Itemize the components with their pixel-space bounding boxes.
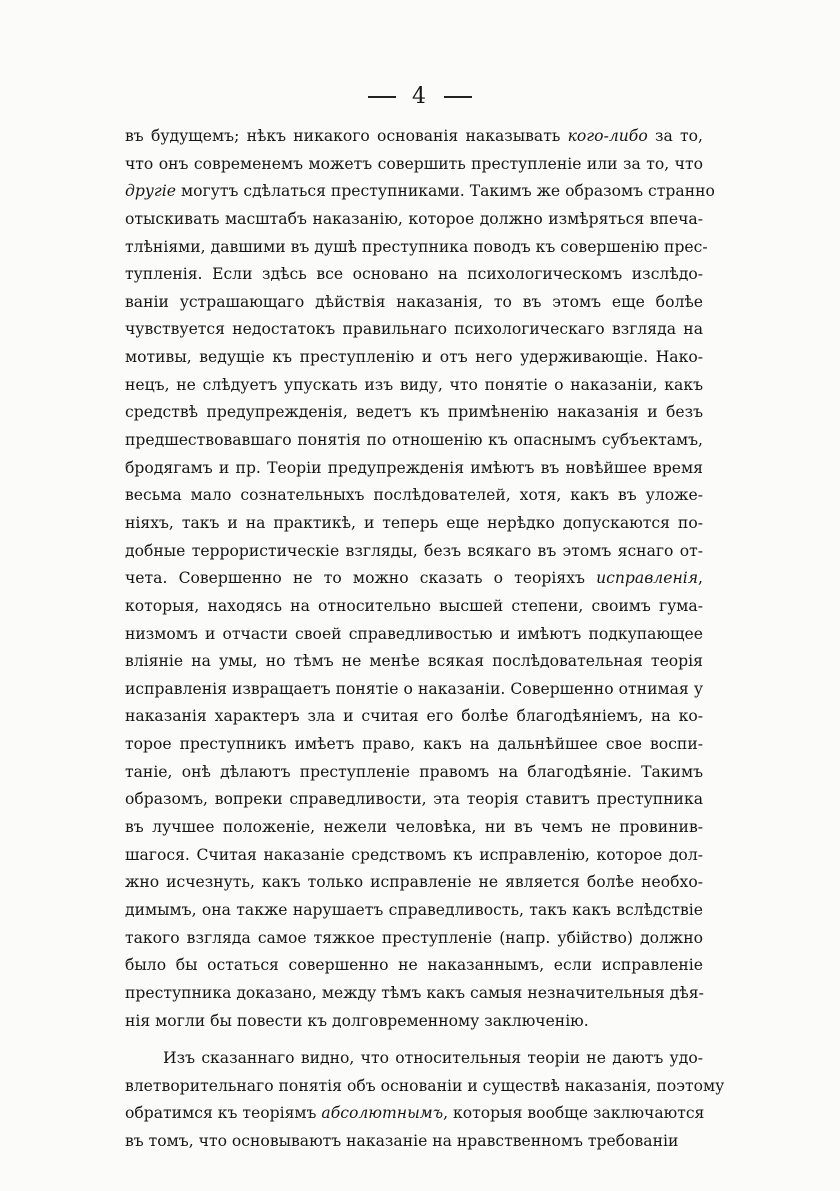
text-line bbox=[125, 123, 703, 151]
text-line bbox=[125, 703, 703, 731]
text-run: образомъ, вопреки справедливости, эта теорія ставитъ преступника bbox=[125, 790, 703, 809]
text-run: бродягамъ и пр. Теоріи предупрежденія имѣютъ въ новѣйшее время bbox=[125, 458, 703, 477]
text-run: что онъ современемъ можетъ совершить преступленіе или за то, что bbox=[125, 154, 703, 173]
text-run: влетворительнаго понятія объ основаніи и существѣ наказанія, поэтому bbox=[125, 1076, 725, 1095]
text-line bbox=[125, 1008, 703, 1036]
text-line bbox=[125, 593, 703, 621]
text-line bbox=[125, 676, 703, 704]
text-run: тлѣніями, давшими въ душѣ преступника поводъ къ совершенію прес- bbox=[125, 237, 708, 256]
text-line bbox=[125, 455, 703, 483]
text-line bbox=[125, 1073, 725, 1101]
text-line bbox=[125, 234, 708, 262]
text-run: за то, bbox=[647, 127, 703, 145]
text-line bbox=[125, 759, 703, 787]
text-line bbox=[125, 1045, 703, 1073]
paragraph-2 bbox=[125, 1045, 725, 1156]
paragraph-1 bbox=[125, 123, 715, 1035]
text-run: мотивы, ведущіе къ преступленію и отъ него удерживающіе. Нако- bbox=[125, 348, 703, 367]
text-line bbox=[125, 621, 703, 649]
text-line bbox=[125, 510, 703, 538]
text-run: жно исчезнуть, какъ только исправленіе не является болѣе необхо- bbox=[125, 873, 703, 892]
text-run: было бы остаться совершенно не наказаннымъ, если исправленіе bbox=[125, 956, 703, 975]
text-line bbox=[125, 261, 703, 289]
text-run: таніе, онѣ дѣлаютъ преступленіе правомъ на благодѣяніе. Такимъ bbox=[125, 762, 703, 781]
text-run: нецъ, не слѣдуетъ упускать изъ виду, что понятіе о наказаніи, какъ bbox=[125, 375, 703, 394]
text-run: Изъ сказаннаго видно, что относительныя теоріи не даютъ удо- bbox=[163, 1049, 703, 1068]
text-run: ваніи устрашающаго дѣйствія наказанія, то въ этомъ еще болѣе bbox=[125, 292, 703, 311]
text-run: такого взгляда самое тяжкое преступленіе (напр. убійство) должно bbox=[125, 928, 703, 947]
text-run: низмомъ и отчасти своей справедливостью и имѣютъ подкупающее bbox=[125, 624, 703, 643]
text-run: предшествовавшаго понятія по отношенію къ опаснымъ субъектамъ, bbox=[125, 431, 703, 450]
text-run: шагося. Считая наказаніе средствомъ къ исправленію, которое дол- bbox=[125, 845, 703, 864]
text-run: , bbox=[698, 569, 703, 588]
text-line bbox=[125, 814, 703, 842]
text-body bbox=[125, 123, 725, 1156]
emphasis-text: исправленія bbox=[596, 569, 699, 588]
text-line bbox=[125, 372, 703, 400]
text-line bbox=[125, 925, 703, 953]
text-run: наказанія характеръ зла и считая его болѣе благодѣяніемъ, на ко- bbox=[125, 707, 703, 726]
text-run: въ томъ, что основываютъ наказаніе на нравственномъ требованіи bbox=[125, 1132, 679, 1151]
text-run: которыя, находясь на относительно высшей степени, своимъ гума- bbox=[125, 596, 703, 615]
text-run: чета. Совершенно не то можно сказать о теоріяхъ bbox=[125, 569, 597, 588]
text-line bbox=[125, 842, 703, 870]
text-run: димымъ, она также нарушаетъ справедливость, такъ какъ вслѣдствіе bbox=[125, 900, 703, 919]
text-line bbox=[125, 178, 715, 206]
text-run: въ будущемъ; нѣкъ никакого основанія наказывать bbox=[125, 127, 568, 145]
text-run: тупленія. Если здѣсь все основано на психологическомъ изслѣдо- bbox=[125, 265, 703, 284]
text-line bbox=[125, 316, 703, 344]
page-number: 4 bbox=[412, 84, 428, 109]
text-run: обратимся къ теоріямъ bbox=[125, 1104, 322, 1123]
text-line bbox=[125, 151, 703, 179]
text-line bbox=[125, 538, 703, 566]
paragraph-gap bbox=[125, 1035, 703, 1045]
text-run: нія могли бы повести къ долговременному заключенію. bbox=[125, 1011, 589, 1030]
text-run: вліяніе на умы, но тѣмъ не менѣе всякая послѣдовательная теорія bbox=[125, 652, 703, 671]
text-run: преступника доказано, между тѣмъ какъ самыя незначительныя дѣя- bbox=[125, 983, 704, 1002]
text-run: , которыя вообще заключаются bbox=[443, 1104, 705, 1123]
text-line bbox=[125, 399, 703, 427]
text-run: отыскивать масштабъ наказанію, которое должно измѣряться впеча- bbox=[125, 209, 703, 228]
text-line bbox=[125, 1128, 703, 1156]
text-line bbox=[125, 1100, 703, 1128]
text-line bbox=[125, 482, 703, 510]
text-line bbox=[125, 731, 703, 759]
text-run: ніяхъ, такъ и на практикѣ, и теперь еще нерѣдко допускаются по- bbox=[125, 513, 703, 532]
text-line bbox=[125, 952, 703, 980]
text-run: въ лучшее положеніе, нежели человѣка, ни въ чемъ не провинив- bbox=[125, 818, 703, 837]
page-header bbox=[0, 84, 840, 109]
text-line bbox=[125, 289, 703, 317]
text-run: средствѣ предупрежденія, ведетъ къ примѣненію наказанія и безъ bbox=[125, 403, 703, 422]
text-line bbox=[125, 206, 703, 234]
emphasis-text: кого-либо bbox=[567, 127, 648, 145]
header-dash-left bbox=[368, 96, 396, 98]
text-run: добные террористическіе взгляды, безъ всякаго въ этомъ яснаго от- bbox=[125, 541, 703, 560]
text-run: чувствуется недостатокъ правильнаго психологическаго взгляда на bbox=[125, 320, 703, 339]
text-line bbox=[125, 786, 703, 814]
text-line bbox=[125, 427, 703, 455]
text-line bbox=[125, 869, 703, 897]
text-line bbox=[125, 897, 703, 925]
text-run: могутъ сдѣлаться преступниками. Такимъ же образомъ странно bbox=[176, 182, 715, 201]
emphasis-text: абсолютнымъ bbox=[321, 1104, 444, 1123]
emphasis-text: другіе bbox=[125, 182, 177, 201]
text-line bbox=[125, 344, 703, 372]
header-dash-right bbox=[444, 96, 472, 98]
text-line bbox=[125, 648, 703, 676]
text-line bbox=[125, 565, 703, 593]
text-run: исправленія извращаетъ понятіе о наказаніи. Совершенно отнимая у bbox=[125, 679, 703, 698]
text-run: весьма мало сознательныхъ послѣдователей, хотя, какъ въ уложе- bbox=[125, 486, 703, 505]
text-run: торое преступникъ имѣетъ право, какъ на дальнѣйшее свое воспи- bbox=[125, 735, 703, 754]
text-line bbox=[125, 980, 703, 1008]
